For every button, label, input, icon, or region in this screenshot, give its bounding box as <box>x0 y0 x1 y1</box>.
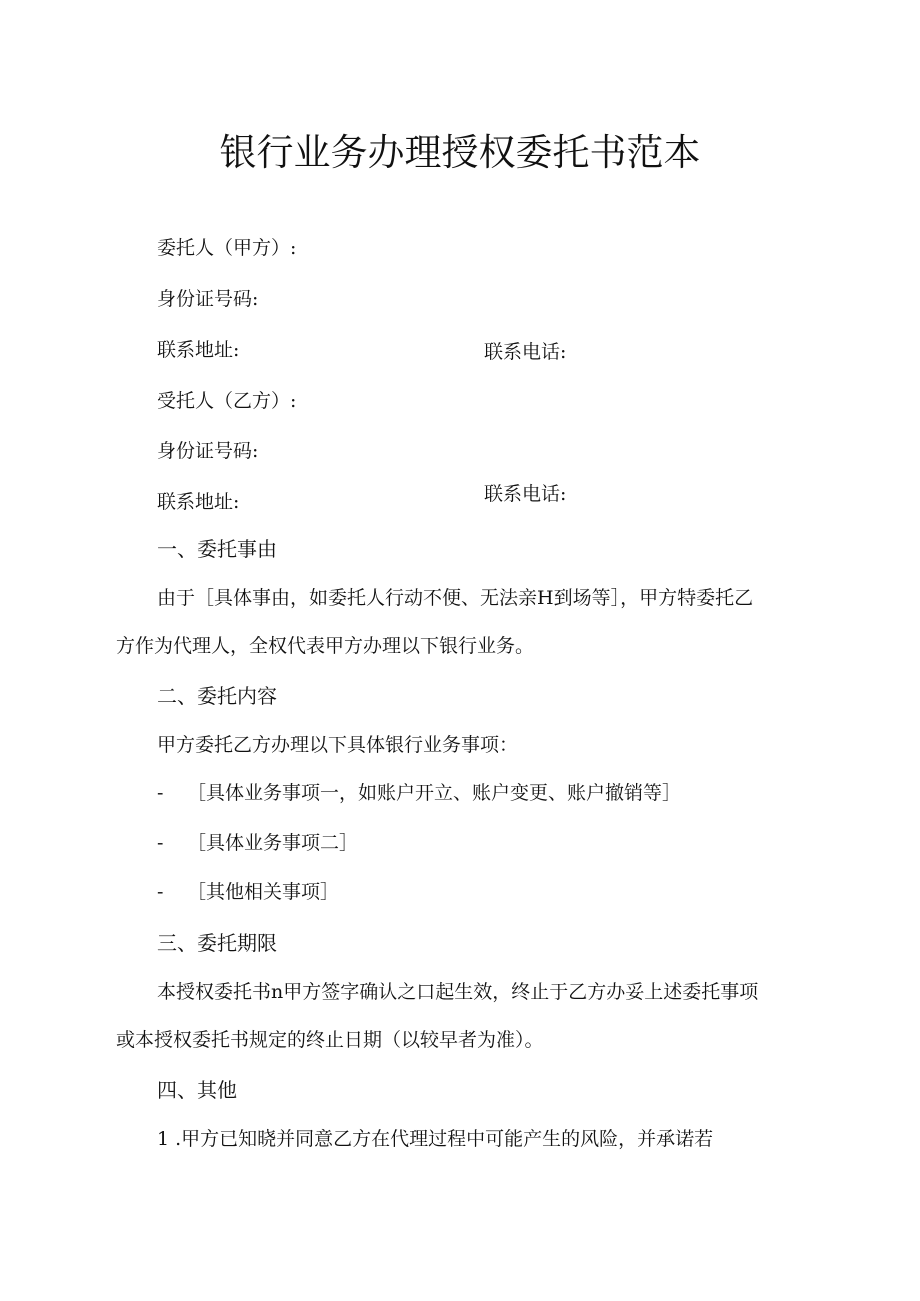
principal-id-label: 身份证号码: <box>157 288 259 310</box>
agent-address-label: 联系地址: <box>157 491 240 513</box>
list-bullet: - <box>157 881 164 903</box>
agent-name-label: 受托人（乙方）: <box>157 390 297 412</box>
principal-address-label: 联系地址: <box>157 339 240 361</box>
section4-item1: 1 .甲方已知晓并同意乙方在代理过程中可能产生的风险，并承诺若 <box>157 1128 714 1150</box>
section1-heading: 一、委托事由 <box>157 537 277 561</box>
principal-name-label: 委托人（甲方）: <box>157 237 297 259</box>
document-title: 银行业务办理授权委托书范本 <box>219 131 701 174</box>
list-item <box>157 831 358 855</box>
section2-heading: 二、委托内容 <box>157 684 277 708</box>
section3-paragraph-line1: 本授权委托书n甲方签字确认之口起生效，终止于乙方办妥上述委托事项 <box>157 981 759 1003</box>
list-item-text: ［具体业务事项二］ <box>187 832 359 854</box>
list-item <box>157 880 339 904</box>
section1-paragraph-line1: 由于［具体事由，如委托人行动不便、无法亲H到场等］，甲方特委托乙 <box>157 587 754 609</box>
principal-phone-label: 联系电话: <box>484 341 567 363</box>
list-item-text: ［具体业务事项一，如账户开立、账户变更、账户撤销等］ <box>187 782 682 804</box>
agent-id-label: 身份证号码: <box>157 440 259 462</box>
section2-intro: 甲方委托乙方办理以下具体银行业务事项： <box>157 734 519 756</box>
list-bullet: - <box>157 832 164 854</box>
section3-heading: 三、委托期限 <box>157 931 277 955</box>
section4-heading: 四、其他 <box>157 1078 237 1102</box>
section1-paragraph-line2: 方作为代理人，全权代表甲方办理以下银行业务。 <box>116 635 535 657</box>
agent-phone-label: 联系电话: <box>484 483 567 505</box>
list-item <box>157 781 681 805</box>
section3-paragraph-line2: 或本授权委托书规定的终止日期（以较早者为准）。 <box>116 1029 544 1051</box>
list-item-text: ［其他相关事项］ <box>187 881 340 903</box>
list-bullet: - <box>157 782 164 804</box>
